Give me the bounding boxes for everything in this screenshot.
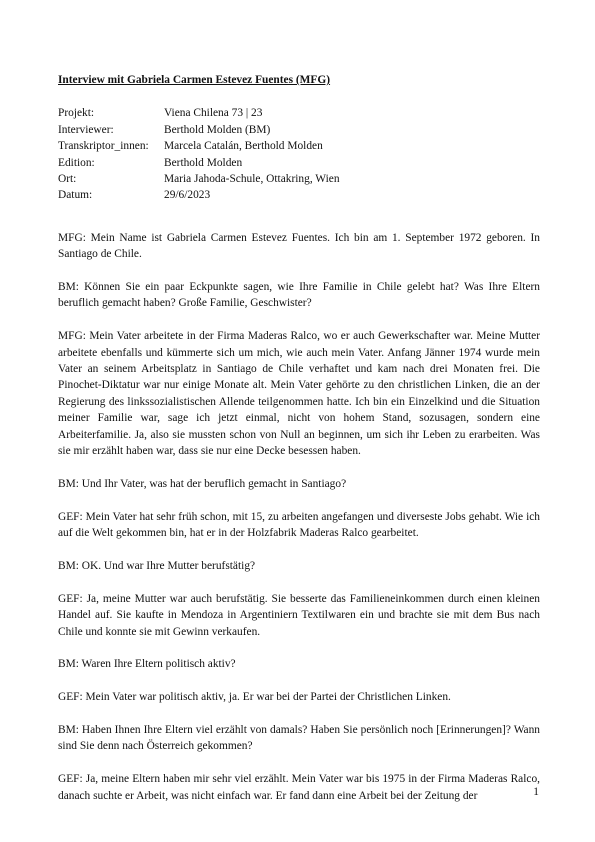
meta-label-date: Datum:	[58, 189, 93, 202]
meta-value-location: Maria Jahoda-Schule, Ottakring, Wien	[164, 173, 340, 186]
transcript-paragraph: GEF: Mein Vater war politisch aktiv, ja. Er war bei der Partei der Christlichen Linken.	[58, 691, 451, 704]
meta-value-edition: Berthold Molden	[164, 156, 243, 169]
transcript-paragraph: BM: OK. Und war Ihre Mutter berufstätig?	[58, 559, 256, 572]
meta-value-date: 29/6/2023	[164, 189, 211, 202]
meta-value-transcribers: Marcela Catalán, Berthold Molden	[164, 140, 323, 153]
meta-label-interviewer: Interviewer:	[58, 123, 114, 136]
transcript-paragraph: MFG: Mein Vater arbeitete in der Firma Maderas Ralco, wo er auch Gewerkschafter war. Meine Mutter arbeitete ebenfalls und kümmerte sich um mich, wie auch mein Vater. Anfang Jänner 1974 wurde mein Vater an seinem Arbeitsplatz in Santiago de Chile verhaftet und kam nach drei Monaten frei. Die Pinochet-Diktatur war nur einige Monate alt. Mein Vater gehörte zu den christlichen Linken, die an der Regierung des linkssozialistischen Allende teilgenommen hatte. Ich bin ein Einzelkind und die Situation meiner Familie war, sage ich jetzt einmal, nicht von hohem Stand, sozusagen, sondern eine Arbeiterfamilie. Ja, also sie mussten schon von Null an beginnen, um sich ihr Leben zu erarbeiten. Was sie mir erzählt haben war, dass sie nur eine Decke besessen haben.	[58, 330, 540, 458]
transcript-paragraph: GEF: Mein Vater hat sehr früh schon, mit 15, zu arbeiten angefangen und diverseste Jobs gehabt. Wie ich auf die Welt gekommen bin, hat er in der Holzfabrik Maderas Ralco gearbeitet.	[58, 510, 540, 540]
meta-value-interviewer: Berthold Molden (BM)	[164, 123, 271, 136]
document-title: Interview mit Gabriela Carmen Estevez Fuentes (MFG)	[58, 74, 331, 86]
meta-value-project: Viena Chilena 73 | 23	[164, 107, 263, 120]
meta-label-edition: Edition:	[58, 156, 95, 169]
transcript-paragraph: BM: Können Sie ein paar Eckpunkte sagen, wie Ihre Familie in Chile gelebt hat? Was Ihre Eltern beruflich gemacht haben? Große Familie, Geschwister?	[58, 281, 540, 310]
transcript-paragraph: GEF: Ja, meine Eltern haben mir sehr viel erzählt. Mein Vater war bis 1975 in der Firma Maderas Ralco, danach suchte er Arbeit, was nicht einfach war. Er fand dann eine Arbeit bei der Zeitung der	[58, 773, 540, 802]
meta-label-location: Ort:	[58, 173, 77, 186]
transcript-paragraph: BM: Haben Ihnen Ihre Eltern viel erzählt von damals? Haben Sie persönlich noch [Erinnerungen]? Wann sind Sie denn nach Österreich gekommen?	[58, 723, 540, 753]
meta-label-transcribers: Transkriptor_innen:	[58, 140, 149, 153]
meta-label-project: Projekt:	[58, 107, 95, 120]
transcript-paragraph: BM: Waren Ihre Eltern politisch aktiv?	[58, 658, 236, 671]
metadata-table	[58, 105, 540, 203]
transcript-paragraph: BM: Und Ihr Vater, was hat der beruflich gemacht in Santiago?	[58, 477, 347, 490]
transcript-body	[58, 72, 540, 804]
transcript-paragraph: MFG: Mein Name ist Gabriela Carmen Estevez Fuentes. Ich bin am 1. September 1972 geboren. In Santiago de Chile.	[58, 231, 540, 261]
page-number: 1	[533, 786, 539, 798]
transcript-paragraph: GEF: Ja, meine Mutter war auch berufstätig. Sie besserte das Familieneinkommen durch einen kleinen Handel auf. Sie kaufte in Mendoza in Argentiniern Textilwaren ein und brachte sie mit dem Bus nach Chile und konnte sie mit Gewinn verkaufen.	[58, 592, 540, 638]
